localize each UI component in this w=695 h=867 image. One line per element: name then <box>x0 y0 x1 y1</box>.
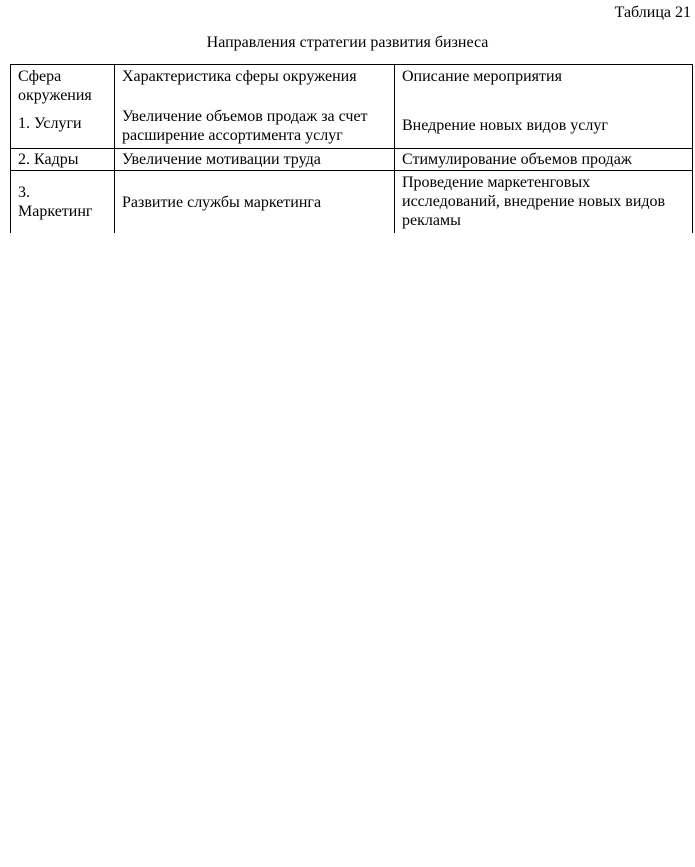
column-header-sphere: Сфера окружения <box>18 68 92 104</box>
cell-description-row3: Проведение маркетенговых исследований, внедрение новых видов рекламы <box>395 171 693 234</box>
cell-description-row1: Внедрение новых видов услуг <box>402 117 608 134</box>
cell-description-row2: Стимулирование объемов продаж <box>395 149 693 171</box>
cell-sphere-row1: 1. Услуги <box>18 115 82 132</box>
cell-characteristic-row2: Увеличение мотивации труда <box>115 149 395 171</box>
table-number-label: Таблица 21 <box>614 4 691 21</box>
table-row-header-and-first <box>11 65 693 149</box>
cell-sphere-row3: 3. Маркетинг <box>11 171 115 234</box>
column-header-description: Описание мероприятия <box>402 68 562 85</box>
cell-characteristic-row1: Увеличение объемов продаж за счет расширение ассортимента услуг <box>122 108 368 144</box>
strategy-table <box>10 64 693 233</box>
table-row-2 <box>11 149 693 171</box>
column-header-characteristic: Характеристика сферы окружения <box>122 68 357 85</box>
cell-description <box>395 65 693 149</box>
page-title: Направления стратегии развития бизнеса <box>206 34 489 51</box>
cell-sphere <box>11 65 115 149</box>
table-row-3 <box>11 171 693 234</box>
cell-characteristic-row3: Развитие службы маркетинга <box>115 171 395 234</box>
cell-sphere-row2: 2. Кадры <box>11 149 115 171</box>
cell-characteristic <box>115 65 395 149</box>
